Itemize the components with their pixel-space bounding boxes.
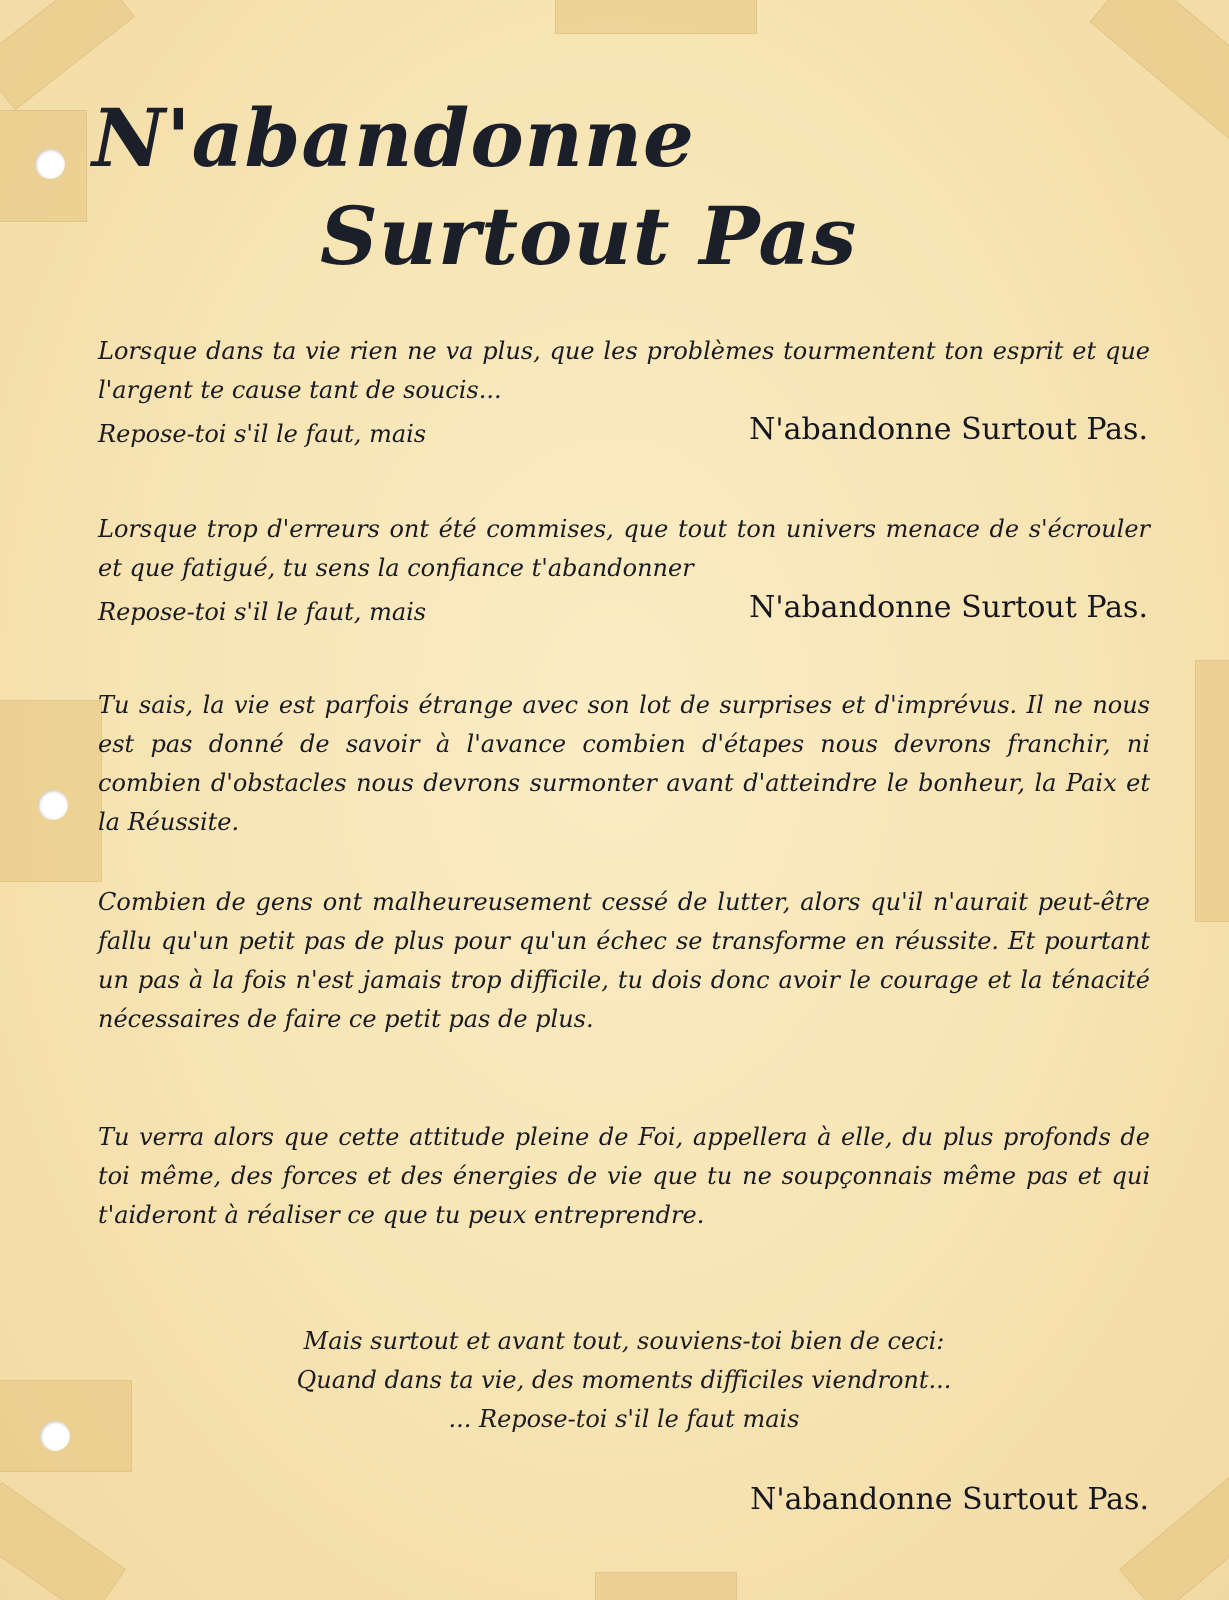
stanza-1-refrain [98, 414, 1148, 454]
closing-line-1: Mais surtout et avant tout, souviens-toi bien de ceci: [303, 1327, 945, 1355]
paragraph-1: Tu sais, la vie est parfois étrange avec son lot de surprises et d'imprévus. Il ne nous est pas donné de savoir à l'avance combien d'étapes nous devrons franchir, ni combien d'obstacles nous devrons surmonter avant d'atteindre le bonheur, la Paix et la Réussite. [98, 691, 1150, 836]
final-refrain: N'abandonne Surtout Pas. [750, 1482, 1149, 1517]
binder-hole [35, 149, 65, 179]
paragraph-3: Tu verra alors que cette attitude pleine de Foi, appellera à elle, du plus profonds de toi même, des forces et des énergies de vie que tu ne soupçonnais même pas et qui t'aideront à réaliser ce que tu peux entreprendre. [98, 1123, 1150, 1229]
title-line-1: N'abandonne [92, 91, 695, 185]
closing-line-2: Quand dans ta vie, des moments difficiles viendront... [296, 1366, 952, 1394]
stanza-2-text: Lorsque trop d'erreurs ont été commises, que tout ton univers menace de s'écrouler et que fatigué, tu sens la confiance t'abandonner [98, 515, 1150, 582]
refrain-lead: Repose-toi s'il le faut, mais [98, 420, 427, 448]
refrain-lead: Repose-toi s'il le faut, mais [98, 598, 427, 626]
title-line-2: Surtout Pas [320, 189, 858, 283]
tape-strip [555, 0, 757, 34]
binder-hole [38, 790, 68, 820]
stanza-2-refrain [98, 592, 1148, 632]
closing-line-3: ... Repose-toi s'il le faut mais [448, 1405, 800, 1433]
stanza-1-text: Lorsque dans ta vie rien ne va plus, que les problèmes tourmentent ton esprit et que l'argent te cause tant de soucis... [98, 337, 1150, 404]
refrain-strong: N'abandonne Surtout Pas. [749, 590, 1148, 625]
refrain-strong: N'abandonne Surtout Pas. [749, 412, 1148, 447]
paragraph-2: Combien de gens ont malheureusement cessé de lutter, alors qu'il n'aurait peut-être fallu qu'un petit pas de plus pour qu'un échec se transforme en réussite. Et pourtant un pas à la fois n'est jamais trop difficile, tu dois donc avoir le courage et la ténacité nécessaires de faire ce petit pas de plus. [98, 888, 1150, 1033]
binder-hole [40, 1421, 70, 1451]
tape-strip [1195, 660, 1229, 922]
tape-strip [595, 1572, 737, 1600]
tape-strip [0, 1482, 126, 1600]
tape-strip [1089, 0, 1229, 145]
